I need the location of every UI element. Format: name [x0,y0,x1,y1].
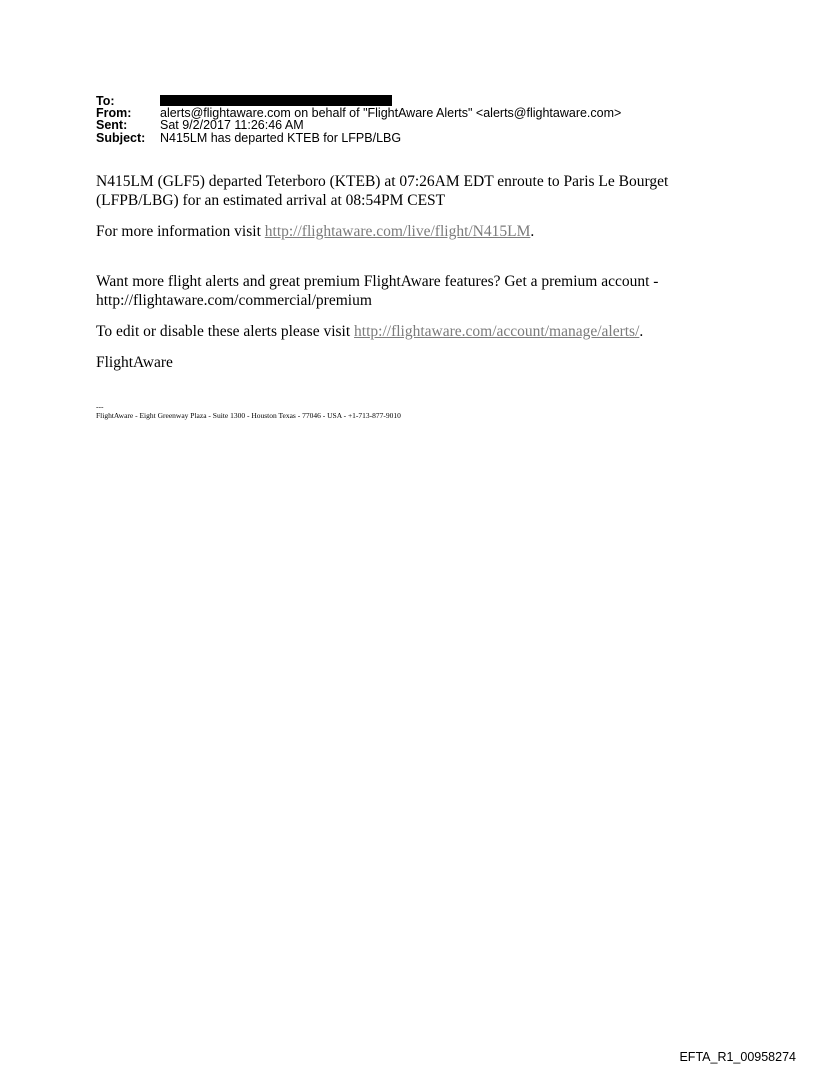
premium-paragraph [96,272,736,310]
from-value: alerts@flightaware.com on behalf of "FlightAware Alerts" <alerts@flightaware.com> [160,106,622,121]
sent-row [96,119,621,131]
sent-label: Sent: [96,118,128,133]
manage-alerts-link[interactable]: http://flightaware.com/account/manage/alerts/ [354,323,640,340]
departure-line-1: N415LM (GLF5) departed Teterboro (KTEB) at 07:26AM EDT enroute to Paris Le Bourget [96,173,669,190]
premium-line-1: Want more flight alerts and great premium FlightAware features? Get a premium account - [96,273,659,290]
signature: FlightAware [96,354,173,371]
subject-value: N415LM has departed KTEB for LFPB/LBG [160,130,402,145]
departure-paragraph [96,172,736,210]
edit-prefix: To edit or disable these alerts please visit [96,323,355,340]
email-header-block [96,95,621,144]
document-id: EFTA_R1_00958274 [679,1050,796,1064]
email-footer [96,402,401,420]
redaction-box [160,95,392,106]
premium-line-2: http://flightaware.com/commercial/premium [96,292,372,309]
footer-separator: --- [96,402,104,411]
departure-line-2: (LFPB/LBG) for an estimated arrival at 08:54PM CEST [96,192,446,209]
edit-alerts-paragraph [96,322,736,341]
edit-suffix: . [639,323,644,340]
footer-address: FlightAware - Eight Greenway Plaza - Suite 1300 - Houston Texas - 77046 - USA - +1-713-877-9010 [96,411,401,420]
subject-row [96,132,621,144]
flight-info-link[interactable]: http://flightaware.com/live/flight/N415LM [264,223,531,240]
to-label: To: [96,94,115,108]
info-paragraph [96,222,736,241]
info-prefix: For more information visit [96,223,265,240]
subject-label: Subject: [96,130,146,145]
info-suffix: . [530,223,535,240]
from-label: From: [96,106,132,121]
email-body [96,172,736,372]
sent-value: Sat 9/2/2017 11:26:46 AM [160,118,304,133]
